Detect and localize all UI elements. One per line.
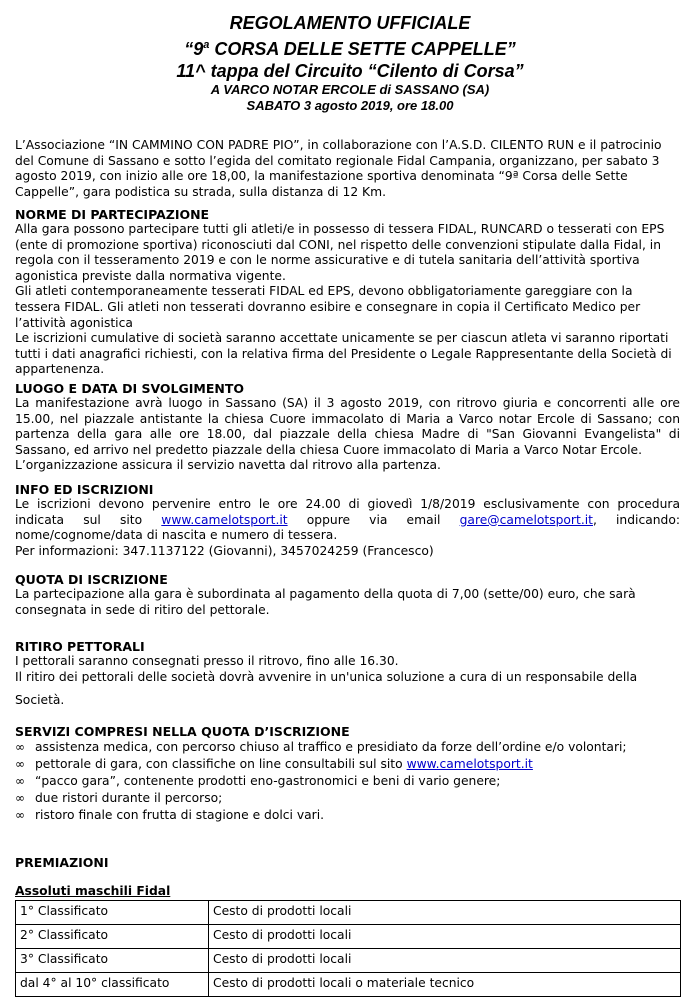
premiazioni-subtitle: Assoluti maschili Fidal — [15, 884, 171, 898]
servizi-list — [15, 739, 680, 824]
norme-title: NORME DI PARTECIPAZIONE — [15, 207, 210, 222]
norme-paragraph-1: Alla gara possono partecipare tutti gli atleti/e in possesso di tessera FIDAL, RUNCARD o tesserati con EPS (ente di promozione sportiva) riconosciuti dal CONI, nel rispetto delle convenzioni stipulate dalla Fidal, in regola con il tesseramento 2019 e con le norme assicurative e di tutela sanitaria dell’attività sportiva agonistica previste dalla normativa vigente. — [15, 222, 665, 283]
table-row — [16, 900, 681, 924]
table-row — [16, 972, 681, 996]
camelotsport-results-link[interactable]: www.camelotsport.it — [406, 757, 533, 771]
quota-paragraph: La partecipazione alla gara è subordinata al pagamento della quota di 7,00 (sette/00) euro, che sarà consegnata in sede di ritiro del pettorale. — [15, 587, 636, 617]
award-prize: Cesto di prodotti locali — [209, 900, 681, 924]
award-place: 1° Classificato — [16, 900, 209, 924]
race-name: “9$^a$ CORSA DELLE SETTE CAPPELLE” — [184, 39, 516, 59]
premiazioni-section — [15, 855, 680, 997]
info-section — [15, 482, 680, 559]
list-item: ∞ pettorale di gara, con classifiche on line consultabili sul sito www.camelotsport.it — [15, 757, 533, 771]
info-title: INFO ED ISCRIZIONI — [15, 482, 154, 497]
circuit-stage: 11^ tappa del Circuito “Cilento di Corsa” — [176, 61, 524, 81]
race-location: A VARCO NOTAR ERCOLE di SASSANO (SA) — [210, 82, 490, 97]
list-item: ∞ assistenza medica, con percorso chiuso al traffico e presidiato da forze dell’ordine e/o volontari; — [15, 740, 627, 754]
awards-table — [15, 900, 681, 997]
list-item: ∞ ristoro finale con frutta di stagione e dolci vari. — [15, 808, 325, 822]
infinity-bullet-icon: ∞ — [15, 808, 25, 822]
info-paragraph-1: Le iscrizioni devono pervenire entro le ore 24.00 di giovedì 1/8/2019 esclusivamente con procedura indicata sul sito www.camelotsport.it oppure via email gare@camelotsport.it, indicando: nome/cognome/data di nascita e numero di tessera. — [15, 497, 681, 543]
award-place: dal 4° al 10° classificato — [16, 972, 209, 996]
document-header — [0, 12, 700, 114]
servizi-title: SERVIZI COMPRESI NELLA QUOTA D’ISCRIZIONE — [15, 724, 350, 739]
luogo-section — [15, 381, 680, 474]
intro-paragraph: L’Associazione “IN CAMMINO CON PADRE PIO”, in collaborazione con l’A.S.D. CILENTO RUN e il patrocinio del Comune di Sassano e sotto l’egida del comitato regionale Fidal Campania, organizzano, per sabato 3 agosto 2019, con inizio alle ore 18,00, la manifestazione sportiva denominata “9ª Corsa delle Sette Cappelle”, gara podistica su strada, sulla distanza di 12 Km. — [15, 138, 662, 199]
award-prize: Cesto di prodotti locali o materiale tecnico — [209, 972, 681, 996]
infinity-bullet-icon: ∞ — [15, 791, 25, 805]
email-link[interactable]: gare@camelotsport.it — [459, 512, 593, 527]
norme-paragraph-2: Gli atleti contemporaneamente tesserati FIDAL ed EPS, devono obbligatoriamente gareggiare con la tessera FIDAL. Gli atleti non tesserati dovranno esibire e consegnare in copia il Certificato Medico per l’attività agonistica — [15, 284, 641, 330]
race-date: SABATO 3 agosto 2019, ore 18.00 — [246, 98, 454, 113]
ritiro-paragraph-3: Società. — [15, 693, 65, 708]
infinity-bullet-icon: ∞ — [15, 740, 25, 754]
ritiro-section — [15, 639, 680, 709]
luogo-paragraph-1: La manifestazione avrà luogo in Sassano (SA) il 3 agosto 2019, con ritrovo giuria e concorrenti alle ore 15.00, nel piazzale antistante la chiesa Cuore immacolato di Maria a Varco notar Ercole di Sassano; con partenza della gara alle ore 18.00, dal piazzale della chiesa Madre di "San Giovanni Evangelista" di Sassano, ed arrivo nel predetto piazzale della chiesa Cuore immacolato di Maria a Varco Notar Ercole. — [15, 396, 680, 457]
info-contacts: Per informazioni: 347.1137122 (Giovanni), 3457024259 (Francesco) — [15, 543, 434, 558]
award-prize: Cesto di prodotti locali — [209, 924, 681, 948]
ritiro-paragraph-1: I pettorali saranno consegnati presso il ritrovo, fino alle 16.30. — [15, 654, 399, 668]
award-prize: Cesto di prodotti locali — [209, 948, 681, 972]
table-row — [16, 948, 681, 972]
intro-section — [15, 138, 680, 200]
ritiro-title: RITIRO PETTORALI — [15, 639, 145, 654]
camelotsport-link[interactable]: www.camelotsport.it — [161, 512, 288, 527]
award-place: 3° Classificato — [16, 948, 209, 972]
luogo-title: LUOGO E DATA DI SVOLGIMENTO — [15, 381, 245, 396]
list-item: ∞ “pacco gara”, contenente prodotti eno-gastronomici e beni di vario genere; — [15, 774, 501, 788]
norme-paragraph-3: Le iscrizioni cumulative di società saranno accettate unicamente se per ciascun atleta vi saranno riportati tutti i dati anagrafici richiesti, con la relativa firma del Presidente o Legale Rappresentante della Società di appartenenza. — [15, 331, 672, 377]
table-row — [16, 924, 681, 948]
document-title: REGOLAMENTO UFFICIALE — [229, 13, 471, 33]
norme-section — [15, 207, 680, 378]
servizi-section — [15, 724, 680, 824]
infinity-bullet-icon: ∞ — [15, 774, 25, 788]
award-place: 2° Classificato — [16, 924, 209, 948]
ritiro-paragraph-2: Il ritiro dei pettorali delle società dovrà avvenire in un'unica soluzione a cura di un responsabile della — [15, 669, 638, 684]
list-item: ∞ due ristori durante il percorso; — [15, 791, 223, 805]
luogo-paragraph-2: L’organizzazione assicura il servizio navetta dal ritrovo alla partenza. — [15, 458, 441, 473]
quota-title: QUOTA DI ISCRIZIONE — [15, 572, 168, 587]
premiazioni-title: PREMIAZIONI — [15, 855, 109, 870]
infinity-bullet-icon: ∞ — [15, 757, 25, 771]
quota-section — [15, 572, 680, 618]
